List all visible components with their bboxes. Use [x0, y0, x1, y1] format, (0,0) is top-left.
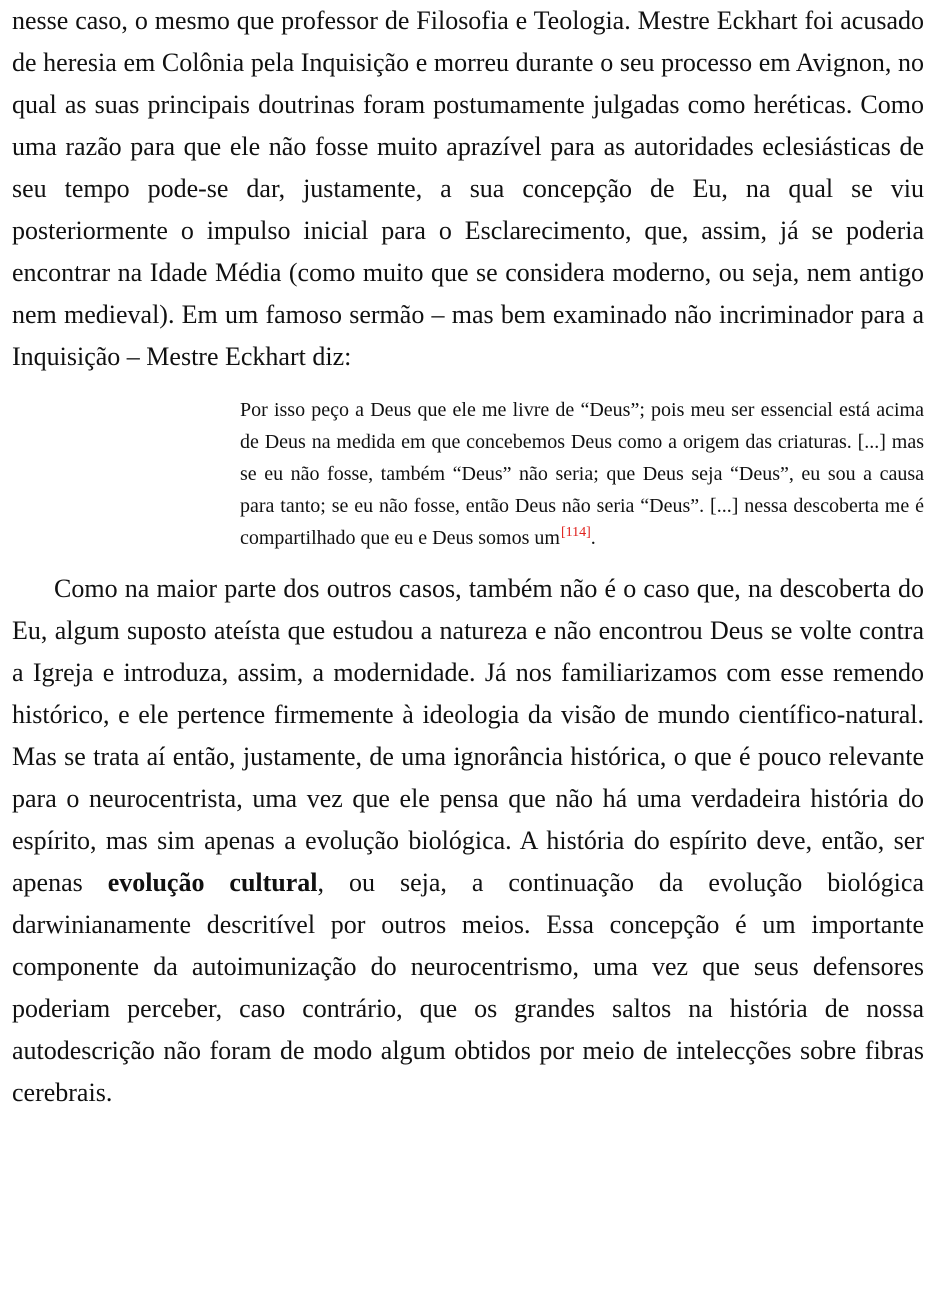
quote-end: . [590, 527, 596, 549]
paragraph-2-text-b: , ou seja, a continuação da evolução biológica darwinianamente descritível por outros meios. Essa concepção é um importante componente da autoimunização do neurocentrismo, uma vez que seus defensores poderiam perceber, caso contrário, que os grandes saltos na história de nossa autodescrição não foram de modo algum obtidos por meio de intelecções sobre fibras cerebrais. [12, 868, 924, 1107]
paragraph-2-text-a: Como na maior parte dos outros casos, também não é o caso que, na descoberta do Eu, algum suposto ateísta que estudou a natureza e não encontrou Deus se volte contra a Igreja e introduza, assim, a modernidade. Já nos familiarizamos com esse remendo histórico, e ele pertence firmemente à ideologia da visão de mundo científico-natural. Mas se trata aí então, justamente, de uma ignorância histórica, o que é pouco relevante para o neurocentrista, uma vez que ele pensa que não há uma verdadeira história do espírito, mas sim apenas a evolução biológica. A história do espírito deve, então, ser apenas [12, 574, 924, 897]
quote-text: Por isso peço a Deus que ele me livre de “Deus”; pois meu ser essencial está acima de Deus na medida em que concebemos Deus como a origem das criaturas. [...] mas se eu não fosse, também “Deus” não seria; que Deus seja “Deus”, eu sou a causa para tanto; se eu não fosse, então Deus não seria “Deus”. [...] nessa descoberta me é compartilhado que eu e Deus somos um [240, 399, 924, 549]
body-paragraph-1: nesse caso, o mesmo que professor de Filosofia e Teologia. Mestre Eckhart foi acusado de heresia em Colônia pela Inquisição e morreu durante o seu processo em Avignon, no qual as suas principais doutrinas foram postumamente julgadas como heréticas. Como uma razão para que ele não fosse muito aprazível para as autoridades eclesiásticas de seu tempo pode-se dar, justamente, a sua concepção de Eu, na qual se viu posteriormente o impulso inicial para o Esclarecimento, que, assim, já se poderia encontrar na Idade Média (como muito que se considera moderno, ou seja, nem antigo nem medieval). Em um famoso sermão – mas bem examinado não incriminador para a Inquisição – Mestre Eckhart diz: [12, 6, 924, 371]
body-paragraph-2 [12, 568, 924, 1114]
footnote-link-114[interactable]: [114] [560, 525, 591, 541]
bold-term: evolução cultural [107, 868, 318, 897]
document-page [12, 0, 924, 1114]
block-quote [240, 394, 924, 554]
